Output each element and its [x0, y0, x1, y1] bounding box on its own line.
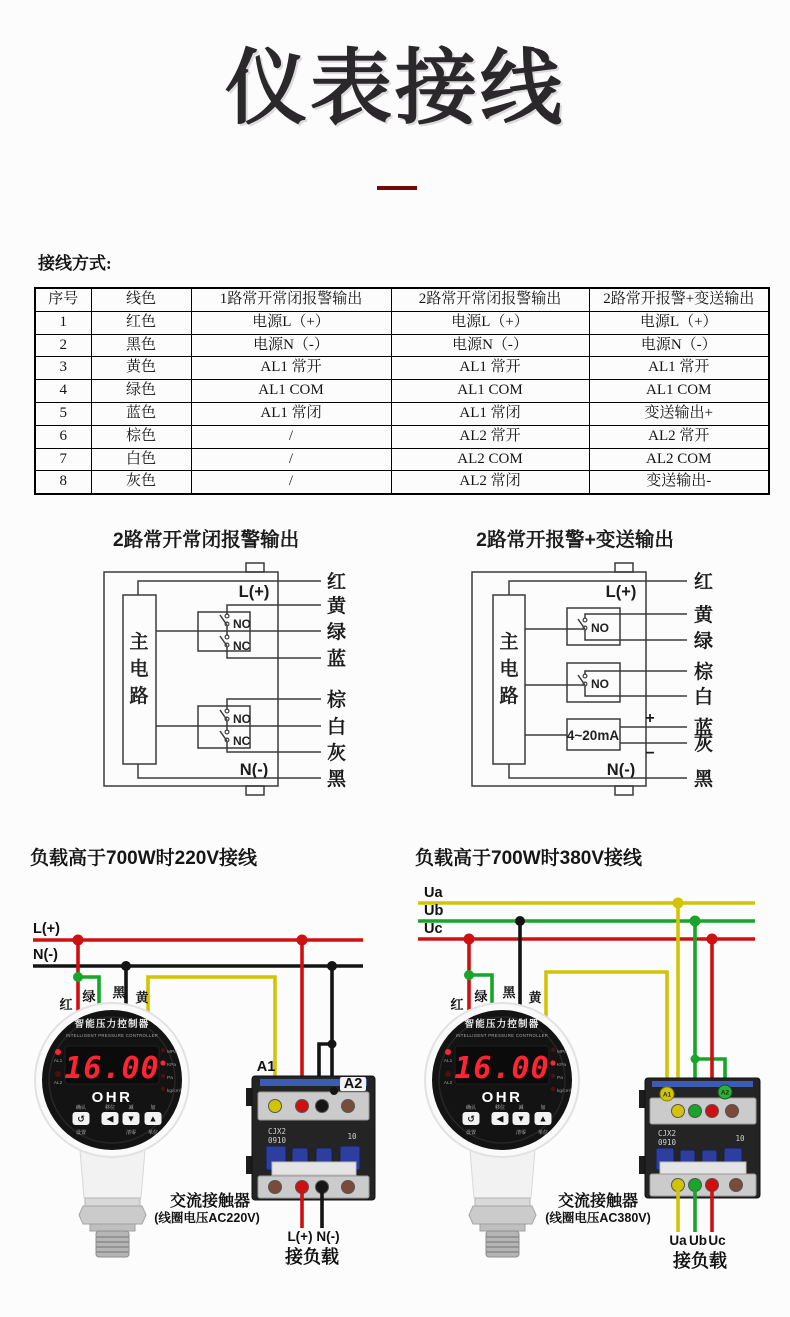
cell: 红色: [91, 311, 191, 334]
table-row: [35, 471, 769, 494]
load-220v-title: 负载高于700W时220V接线: [30, 848, 258, 869]
wire-label-red: 红: [59, 997, 73, 1012]
cell: 4: [35, 380, 91, 403]
wire-label-white: 白: [694, 687, 714, 708]
button-bottom-label: 设置: [75, 1130, 87, 1136]
diagram-alarm-plus-transmit: [472, 528, 714, 795]
unit-label: Pa: [167, 1076, 173, 1081]
nc-label: NC: [233, 734, 251, 748]
wire-label-red: 红: [694, 572, 714, 593]
diagram-title: 2路常开报警+变送输出: [476, 529, 674, 551]
cell: 灰色: [91, 471, 191, 494]
cell: AL1 COM: [391, 380, 589, 403]
wire-label-yellow: 黄: [694, 605, 714, 626]
table-row: [35, 425, 769, 448]
cell: 棕色: [91, 425, 191, 448]
cell: /: [191, 448, 391, 471]
cell: 变送输出+: [589, 402, 769, 425]
button-top-label: 加: [150, 1105, 156, 1111]
table-row: [35, 380, 769, 403]
main-circuit-char: 电: [129, 659, 149, 680]
cell: AL1 常开: [191, 357, 391, 380]
col-header: 2路常开报警+变送输出: [589, 288, 769, 311]
button-top-label: 移位: [104, 1105, 116, 1111]
cell: 2: [35, 334, 91, 357]
confirm-button-icon: ↺: [77, 1114, 85, 1124]
unit-label: MPa: [167, 1050, 177, 1055]
table-row: [35, 357, 769, 380]
table-header-row: [35, 288, 769, 311]
ua-bus-label: Ua: [424, 885, 443, 901]
diagram-two-alarm-outputs: [104, 528, 347, 795]
cell: AL1 COM: [191, 380, 391, 403]
load-uc-label: Uc: [708, 1233, 726, 1248]
ub-bus-label: Ub: [424, 903, 444, 919]
a1-label: A1: [256, 1059, 276, 1075]
wire-label-green: 绿: [694, 631, 714, 652]
main-circuit-char: 路: [129, 686, 149, 707]
cell: AL2 常闭: [391, 471, 589, 494]
n-minus-label: N(-): [239, 761, 269, 779]
load-ub-label: Ub: [689, 1233, 707, 1248]
contactor-caption: 交流接触器: [557, 1193, 639, 1210]
cell: 电源N（-）: [589, 334, 769, 357]
cell: 黑色: [91, 334, 191, 357]
ma-output-label: 4~20mA: [566, 728, 620, 743]
cell: 电源L（+）: [191, 311, 391, 334]
wire-label-green: 绿: [474, 989, 488, 1004]
device-name-en: INTELLIGENT PRESSURE CONTROLLER: [65, 1033, 159, 1038]
plus-sign: +: [645, 710, 655, 727]
load-n-label: N(-): [316, 1229, 340, 1244]
cell: AL1 常闭: [191, 402, 391, 425]
connect-load-label: 接负载: [285, 1247, 339, 1267]
wire-label-green: 绿: [327, 622, 347, 643]
a2-label: A2: [343, 1076, 363, 1092]
contactor-model: CJX2: [658, 1129, 677, 1138]
cell: AL1 COM: [589, 380, 769, 403]
wire-label-black: 黑: [327, 769, 347, 790]
wire-label-red: 红: [450, 997, 464, 1012]
cell: AL1 常开: [589, 357, 769, 380]
no-label: NO: [233, 617, 251, 631]
cell: 6: [35, 425, 91, 448]
cell: 3: [35, 357, 91, 380]
nc-label: NC: [233, 639, 251, 653]
wire-label-brown: 棕: [694, 662, 714, 683]
contactor-caption: 交流接触器: [169, 1193, 251, 1210]
table-row: [35, 334, 769, 357]
coil-voltage-caption: (线圈电压AC220V): [154, 1211, 260, 1225]
wire-label-green: 绿: [82, 989, 96, 1004]
wire-label-brown: 棕: [327, 690, 347, 711]
l-bus-label: L(+): [33, 921, 60, 937]
main-circuit-char: 主: [129, 632, 149, 653]
cell: AL2 常开: [589, 425, 769, 448]
wiring-method-label: 接线方式:: [38, 254, 112, 273]
al2-indicator-label: AL2: [53, 1081, 63, 1086]
cell: AL1 常开: [391, 357, 589, 380]
cell: 电源N（-）: [391, 334, 589, 357]
cell: AL2 COM: [589, 448, 769, 471]
wire-label-blue: 蓝: [327, 649, 347, 670]
unit-label: KPa: [167, 1063, 177, 1068]
contactor-aux: 10: [347, 1132, 357, 1141]
contactor-model: CJX2: [268, 1127, 287, 1136]
contactor-aux: 10: [735, 1134, 745, 1143]
no-label: NO: [233, 712, 251, 726]
cell: 白色: [91, 448, 191, 471]
load-l-label: L(+): [287, 1229, 313, 1244]
load-380v-title: 负载高于700W时380V接线: [415, 848, 643, 869]
display-value: 16.00: [64, 1051, 160, 1086]
cell: 5: [35, 402, 91, 425]
main-circuit-char: 路: [499, 686, 519, 707]
load-wiring-illustrations: [0, 870, 790, 1317]
col-header: 序号: [35, 288, 91, 311]
diagram-title: 2路常开常闭报警输出: [112, 529, 300, 551]
contactor-model: 0910: [658, 1138, 677, 1147]
button-top-label: 减: [128, 1105, 134, 1111]
a1-terminal-label: A1: [662, 1091, 672, 1099]
ac-contactor-380v: [639, 1078, 760, 1232]
wire-label-black: 黑: [112, 985, 126, 1000]
device-name-cn: 智能压力控制器: [74, 1019, 150, 1030]
col-header: 2路常开常闭报警输出: [391, 288, 589, 311]
coil-voltage-caption: (线圈电压AC380V): [545, 1211, 651, 1225]
cell: 1: [35, 311, 91, 334]
cell: 电源L（+）: [589, 311, 769, 334]
shift-button-icon: ◀: [106, 1113, 114, 1124]
cell: 绿色: [91, 380, 191, 403]
schematic-diagrams: [0, 500, 790, 845]
main-circuit-char: 主: [499, 632, 519, 653]
n-bus-label: N(-): [33, 947, 58, 963]
col-header: 1路常开常闭报警输出: [191, 288, 391, 311]
cell: /: [191, 425, 391, 448]
cell: 8: [35, 471, 91, 494]
cell: AL2 COM: [391, 448, 589, 471]
cell: AL2 常开: [391, 425, 589, 448]
l-plus-label: L(+): [238, 583, 270, 601]
table-row: [35, 448, 769, 471]
wire-label-yellow: 黄: [135, 990, 149, 1005]
cell: AL1 常闭: [391, 402, 589, 425]
cell: 变送输出-: [589, 471, 769, 494]
button-top-label: 确认: [75, 1105, 87, 1111]
cell: 蓝色: [91, 402, 191, 425]
wiring-table: [34, 287, 770, 495]
main-circuit-char: 电: [499, 659, 519, 680]
cell: /: [191, 471, 391, 494]
wire-label-blue: 蓝: [694, 718, 714, 739]
a2-terminal-label: A2: [720, 1089, 730, 1097]
load-ua-label: Ua: [669, 1233, 687, 1248]
table-row: [35, 402, 769, 425]
wire-label-white: 白: [327, 717, 347, 738]
brand-label: OHR: [91, 1089, 133, 1106]
wire-label-black: 黑: [502, 985, 516, 1000]
cell: 电源L（+）: [391, 311, 589, 334]
page-title: 仪表接线: [224, 43, 565, 134]
cell: 电源N（-）: [191, 334, 391, 357]
uc-bus-label: Uc: [424, 921, 443, 937]
al1-indicator-label: AL1: [53, 1059, 63, 1064]
col-header: 线色: [91, 288, 191, 311]
wire-label-yellow: 黄: [528, 990, 542, 1005]
wire-label-red: 红: [327, 572, 347, 593]
increase-button-icon: ▲: [148, 1113, 158, 1124]
l-plus-label: L(+): [605, 583, 637, 601]
wire-label-gray: 灰: [694, 734, 714, 755]
cell: 黄色: [91, 357, 191, 380]
title-underline: [377, 186, 417, 190]
minus-sign: −: [645, 745, 655, 762]
button-bottom-label: 单位: [147, 1130, 159, 1136]
wire-label-yellow: 黄: [327, 596, 347, 617]
no-label: NO: [591, 677, 609, 691]
connect-load-label: 接负载: [673, 1251, 727, 1271]
wire-label-gray: 灰: [327, 743, 347, 764]
button-bottom-label: 清零: [125, 1130, 137, 1136]
ac-contactor-220v: [246, 1076, 375, 1228]
table-row: [35, 311, 769, 334]
no-label: NO: [591, 621, 609, 635]
n-minus-label: N(-): [606, 761, 636, 779]
unit-label: kg/cm²: [167, 1089, 182, 1094]
wire-label-black: 黑: [694, 769, 714, 790]
contactor-model: 0910: [268, 1136, 287, 1145]
cell: 7: [35, 448, 91, 471]
decrease-button-icon: ▼: [126, 1113, 136, 1124]
